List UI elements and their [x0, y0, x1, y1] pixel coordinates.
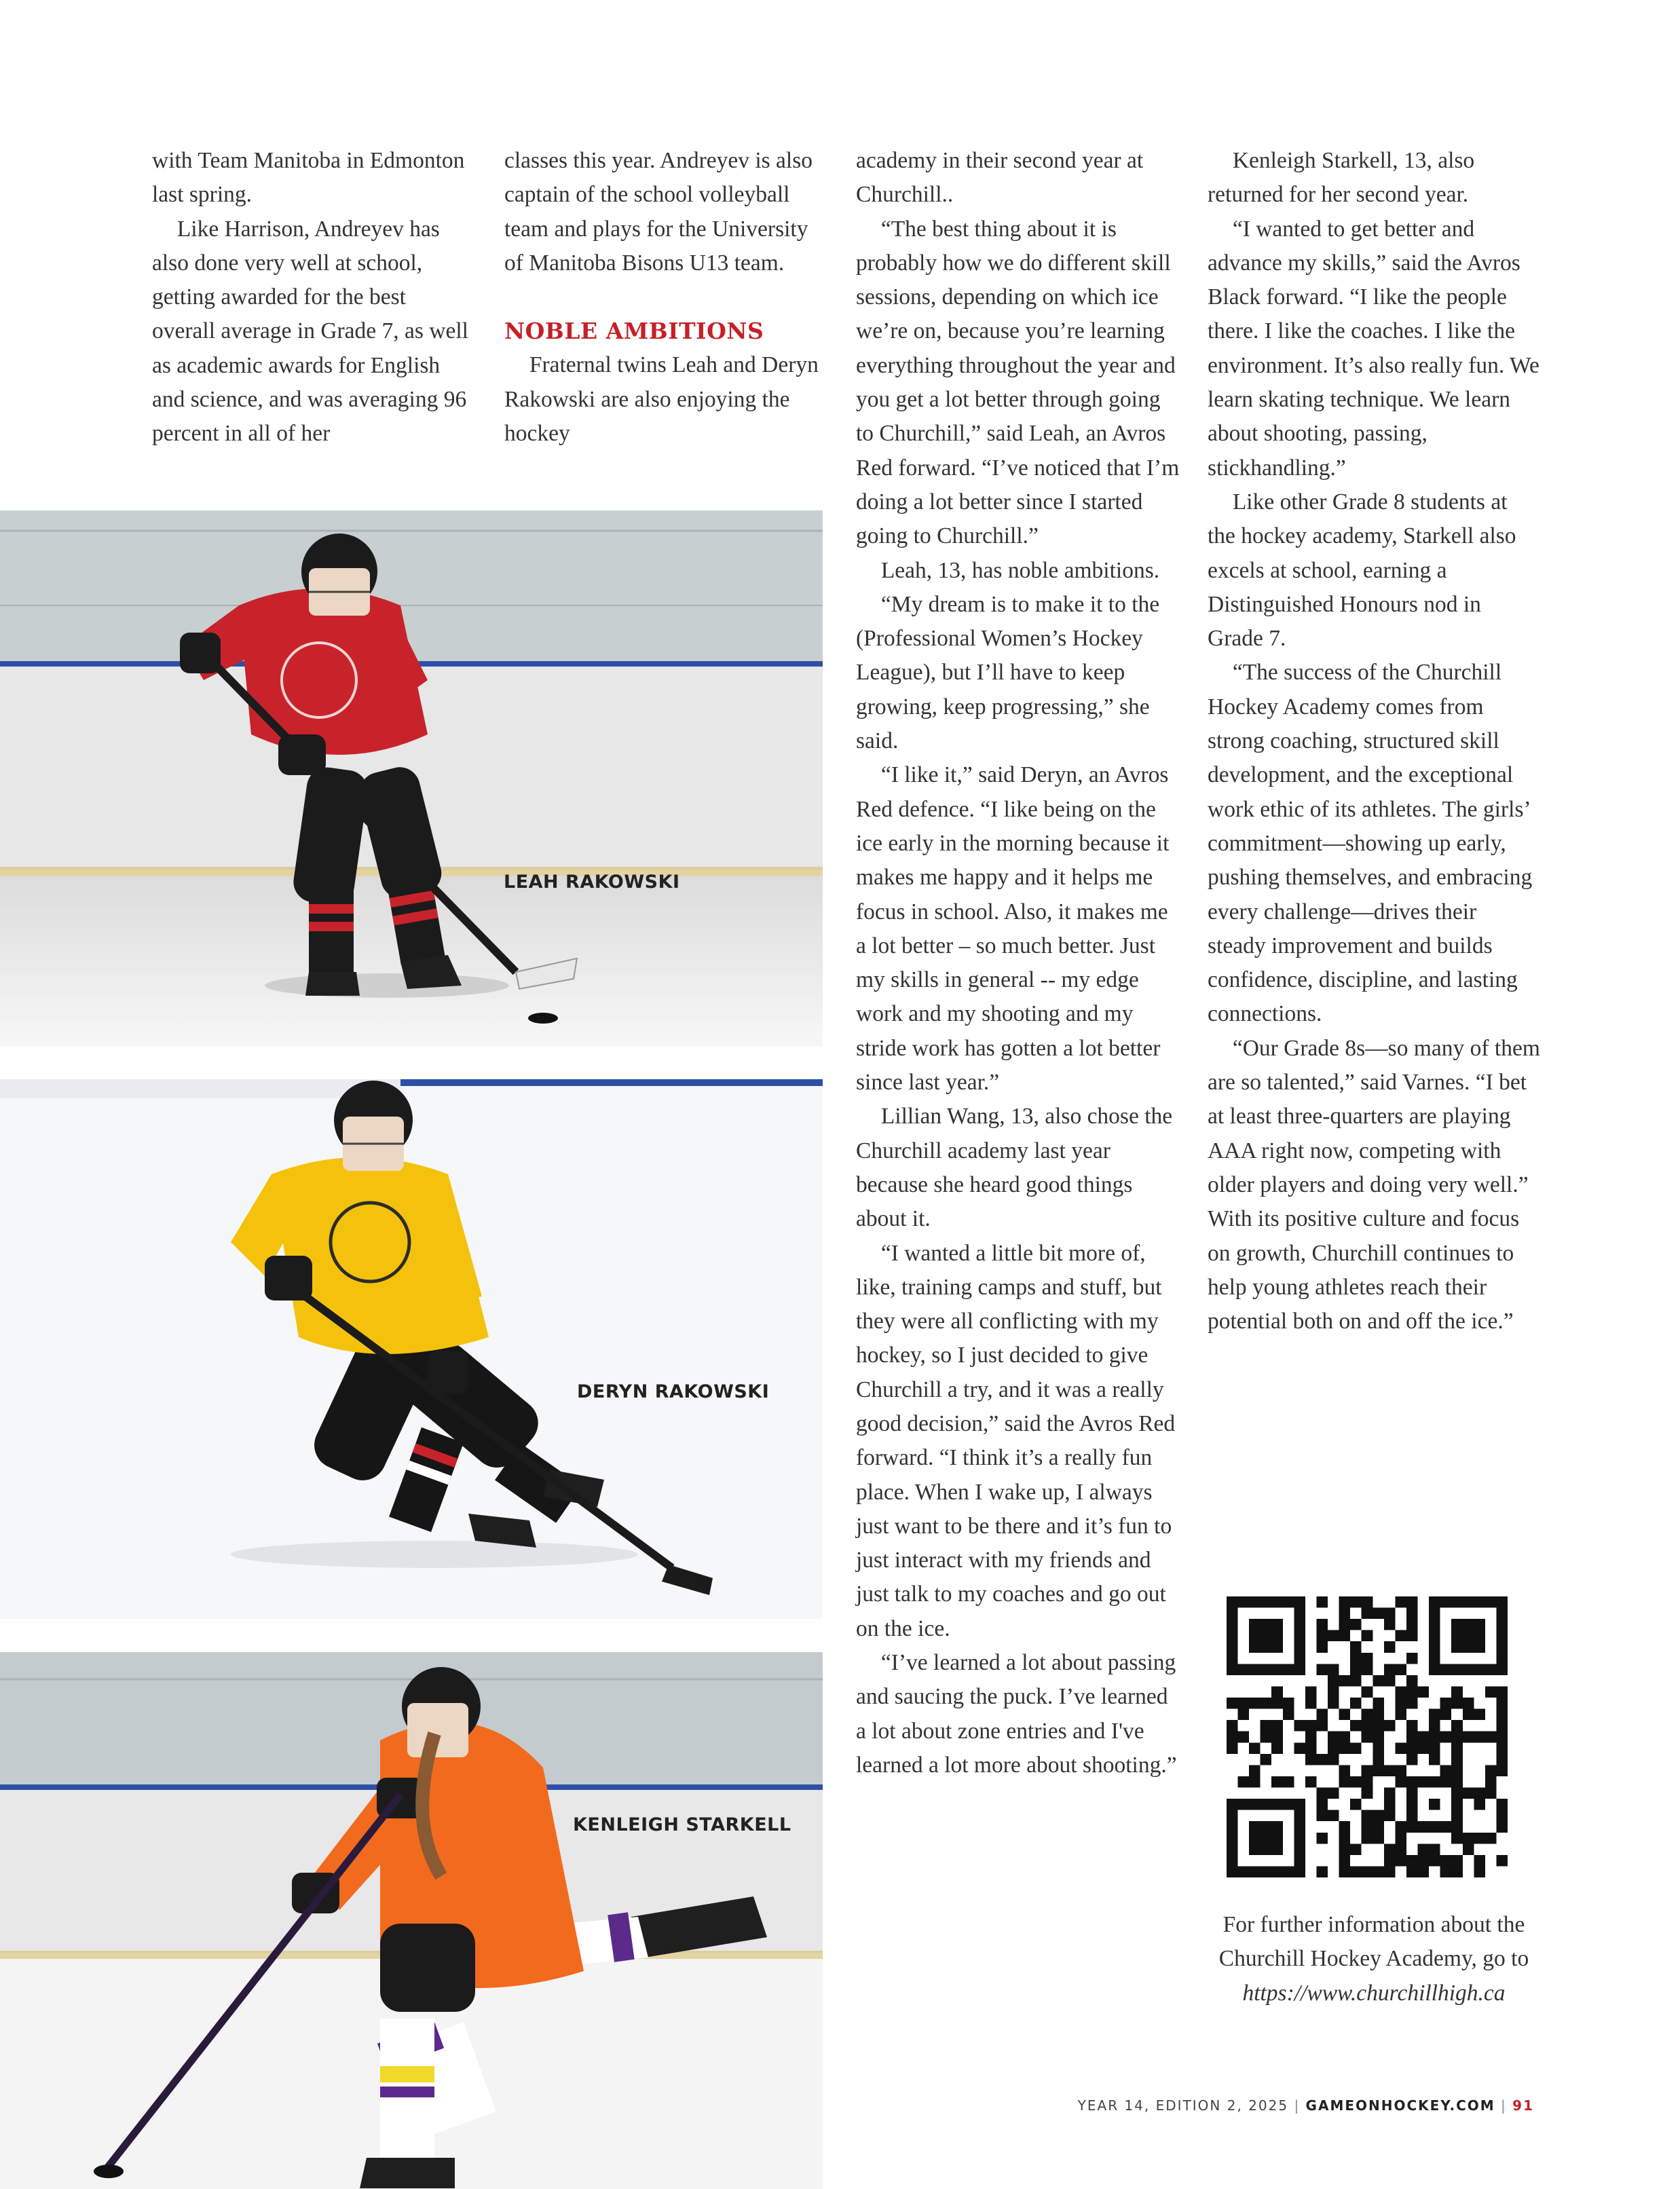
paragraph: Like other Grade 8 students at the hockey academy, Starkell also excels at school, earning a Distinguished Honours nod in Grade 7.: [1208, 489, 1516, 652]
caption-leah: LEAH RAKOWSKI: [504, 872, 680, 893]
paragraph: Lillian Wang, 13, also chose the Churchill academy last year because she heard good things about it.: [856, 1104, 1173, 1232]
paragraph: Leah, 13, has noble ambitions.: [880, 557, 1160, 583]
photo-leah-rakowski: [0, 510, 823, 1047]
footer-divider: |: [1501, 2097, 1513, 2114]
paragraph: Like Harrison, Andreyev has also done very well at school, getting awarded for the best overall average in Grade 7, as well as academic awards for English and science, and was averaging 96 percent in all of her: [152, 216, 468, 447]
photo-deryn-rakowski: [0, 1079, 823, 1619]
paragraph: “The success of the Churchill Hockey Academy comes from strong coaching, structured skill development, and the exceptional work ethic of its athletes. The girls’ commitment—showing up early, pushing themselves, and embracing every challenge—drives their steady improvement and builds confidence, discipline, and lasting connections.: [1208, 660, 1533, 1027]
text-column-3: [856, 144, 1182, 1782]
qr-code-icon[interactable]: [1227, 1596, 1508, 1877]
section-heading: NOBLE AMBITIONS: [504, 318, 764, 345]
site-name: GAMEONHOCKEY.COM: [1305, 2097, 1495, 2114]
player-photo-yellow: [0, 1079, 823, 1619]
page-footer: [1078, 2097, 1534, 2114]
player-photo-red: [0, 510, 823, 1047]
paragraph: academy in their second year at Churchill..: [856, 148, 1144, 208]
qr-caption: [1208, 1908, 1540, 2010]
footer-divider: |: [1294, 2097, 1306, 2114]
text-column-4: [1208, 144, 1540, 1339]
page-number: 91: [1512, 2097, 1534, 2114]
paragraph: Fraternal twins Leah and Deryn Rakowski are also enjoying the hockey: [504, 352, 819, 447]
text-column-2: [504, 144, 823, 451]
caption-deryn: DERYN RAKOWSKI: [577, 1381, 770, 1402]
edition-text: YEAR 14, EDITION 2, 2025: [1077, 2097, 1289, 2114]
paragraph: “I wanted to get better and advance my skills,” said the Avros Black forward. “I like the people there. I like the coaches. I like the environment. It’s also really fun. We learn skating technique. We learn about shooting, passing, stickhandling.”: [1208, 216, 1539, 481]
qr-caption-text: For further information about the Churchill Hockey Academy, go to: [1218, 1912, 1529, 1972]
paragraph: “My dream is to make it to the (Professional Women’s Hockey League), but I’ll have to keep growing, keep progressing,” she said.: [856, 591, 1160, 754]
paragraph: “I’ve learned a lot about passing and saucing the puck. I’ve learned a lot about zone entries and I've learned a lot more about shooting.”: [856, 1650, 1177, 1778]
paragraph: classes this year. Andreyev is also captain of the school volleyball team and plays for the University of Manitoba Bisons U13 team.: [504, 148, 813, 276]
photo-kenleigh-starkell: [0, 1652, 823, 2189]
paragraph: “Our Grade 8s—so many of them are so talented,” said Varnes. “I bet at least three-quarters are playing AAA right now, competing with older players and doing very well.” With its positive culture and focus on growth, Churchill continues to help young athletes reach their potential both on and off the ice.”: [1208, 1035, 1540, 1334]
caption-kenleigh: KENLEIGH STARKELL: [573, 1814, 791, 1835]
paragraph: with Team Manitoba in Edmonton last spring.: [152, 148, 465, 208]
text-column-1: [152, 144, 471, 451]
paragraph: “The best thing about it is probably how we do different skill sessions, depending on which ice we’re on, because you’re learning everything throughout the year and you get a lot better through going to Churchill,” said Leah, an Avros Red forward. “I’ve noticed that I’m doing a lot better since I started going to Churchill.”: [856, 216, 1180, 549]
paragraph: “I like it,” said Deryn, an Avros Red defence. “I like being on the ice early in the morning because it makes me happy and it helps me focus in school. Also, it makes me a lot better – so much better. Just my skills in general -- my edge work and my shooting and my stride work has gotten a lot better since last year.”: [856, 762, 1170, 1096]
website-link[interactable]: https://www.churchillhigh.ca: [1242, 1980, 1506, 2006]
paragraph: “I wanted a little bit more of, like, training camps and stuff, but they were all conflicting with my hockey, so I just decided to give Churchill a try, and it was a really good decision,” said the Avros Red forward. “I think it’s a really fun place. When I wake up, I always just want to be there and it’s fun to just interact with my friends and just talk to my coaches and go out on the ice.: [856, 1240, 1176, 1641]
player-photo-orange: [0, 1652, 823, 2189]
paragraph: Kenleigh Starkell, 13, also returned for her second year.: [1208, 148, 1475, 208]
